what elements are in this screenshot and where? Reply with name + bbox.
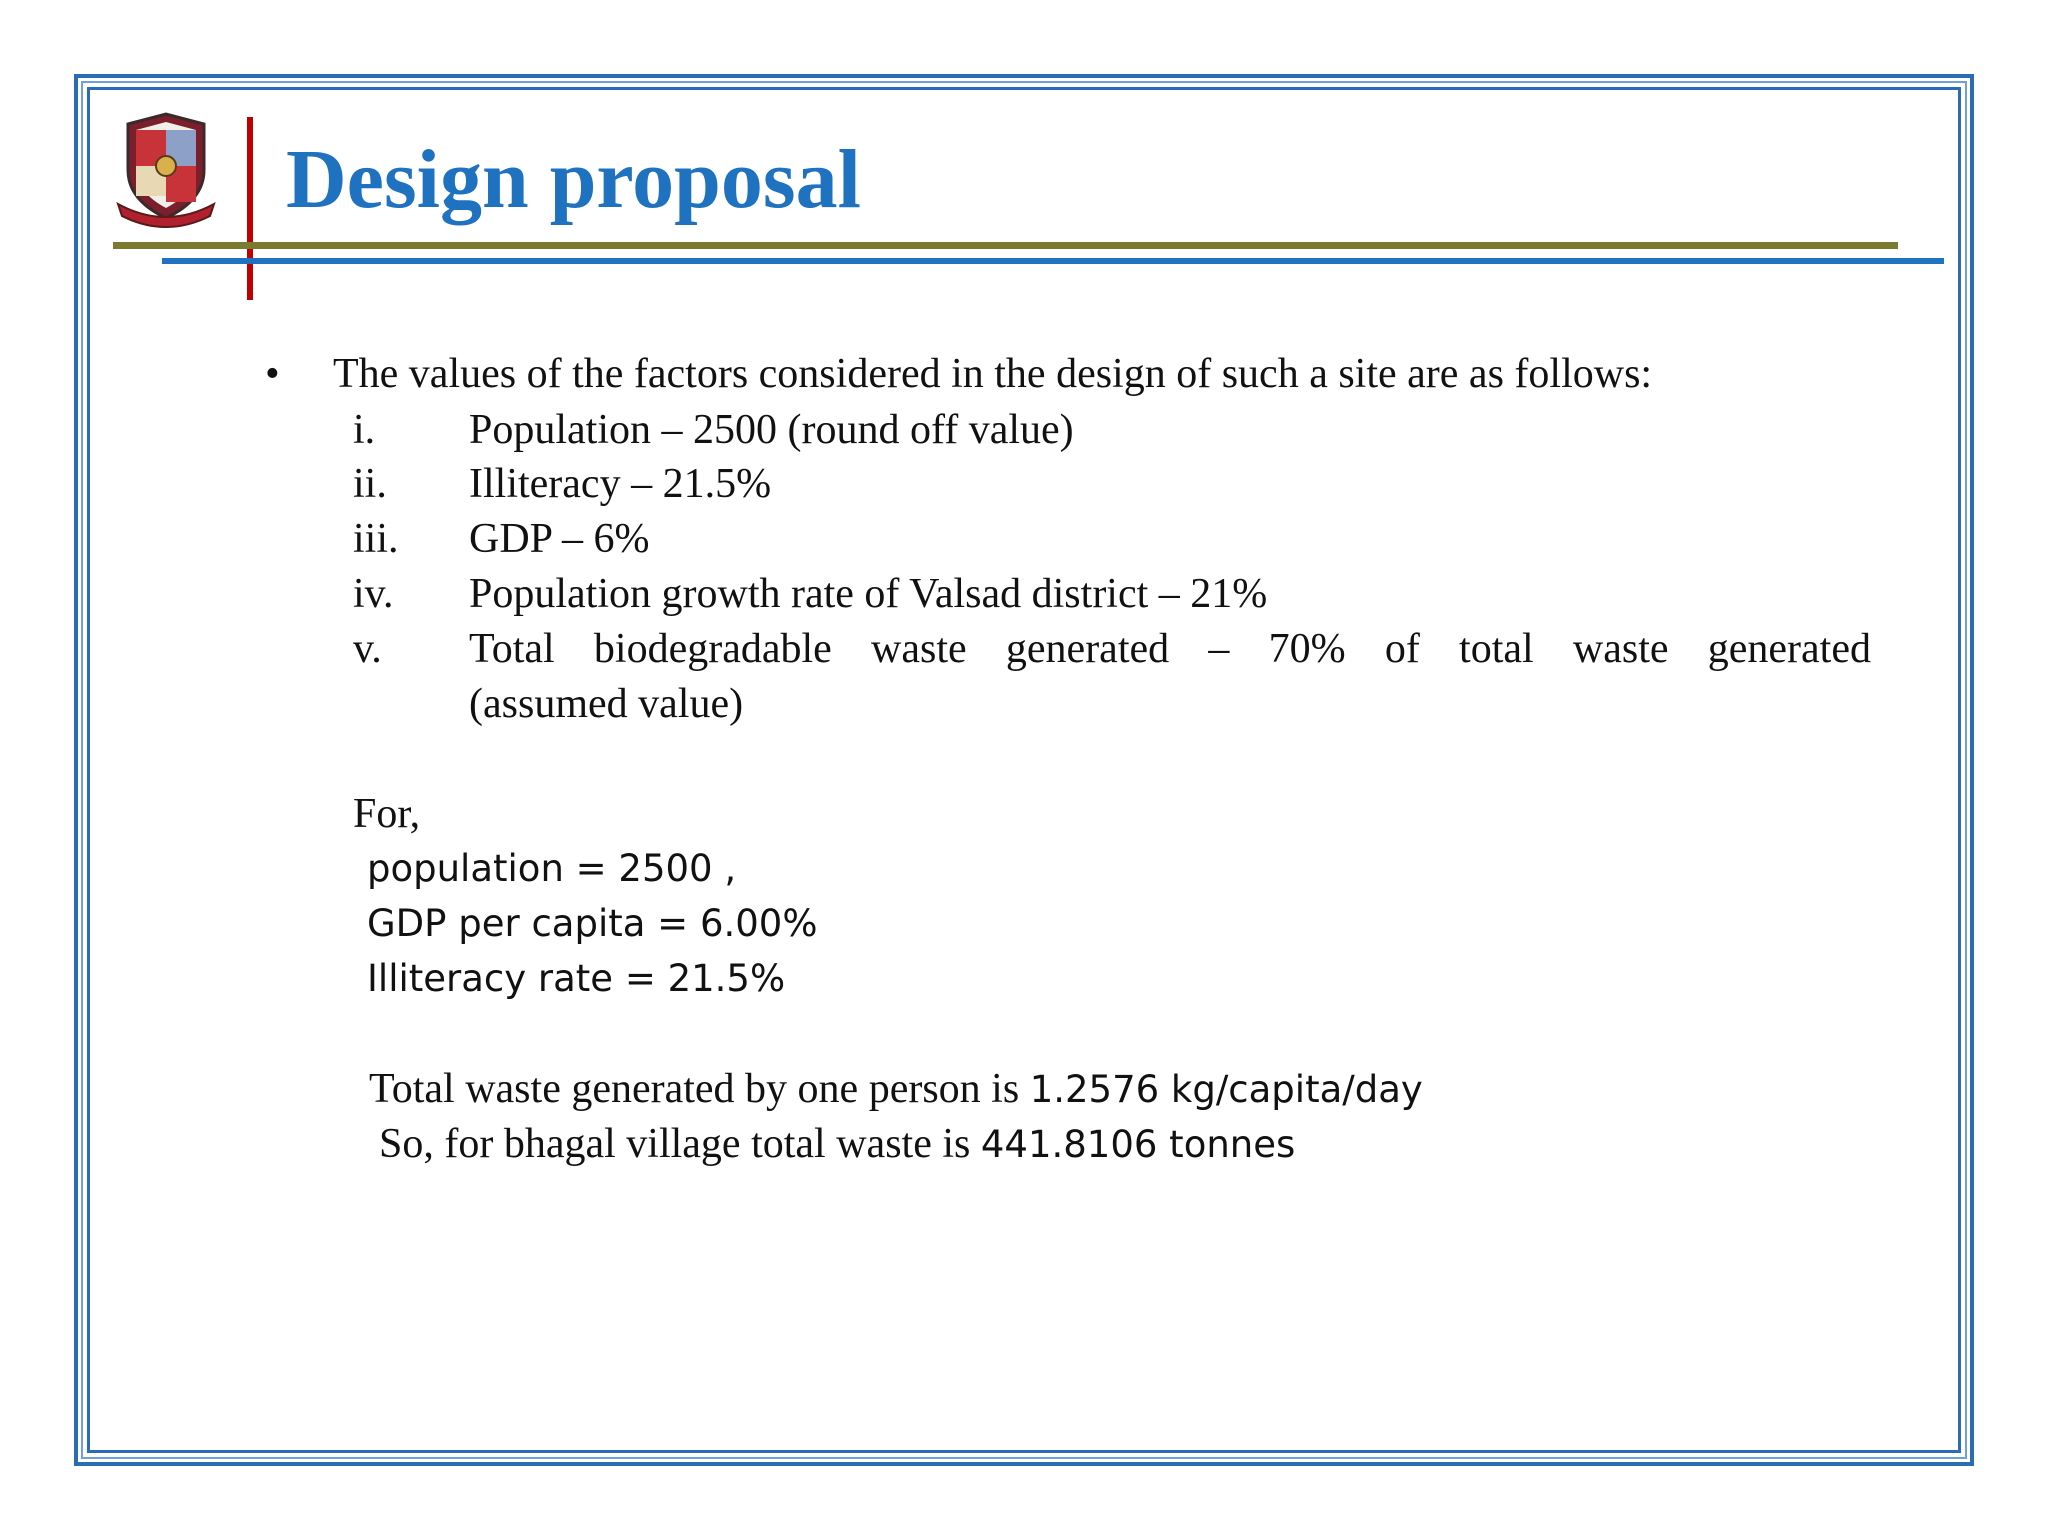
list-item-text: Population – 2500 (round off value) [469,407,1074,453]
for-label: For, [353,791,421,837]
param-population: population = 2500 , [367,847,737,890]
list-item-text: GDP – 6% [469,516,650,562]
slide-title: Design proposal [286,133,861,226]
list-item-continuation: (assumed value) [469,681,744,727]
list-item-number: iv. [353,571,394,617]
title-rule-olive [113,242,1898,249]
title-accent-bar [247,117,253,300]
param-gdp: GDP per capita = 6.00% [367,902,818,945]
result-per-capita-value: 1.2576 kg/capita/day [1029,1068,1423,1111]
result-per-capita [369,1062,1423,1117]
title-rule-blue [162,258,1944,264]
intro-text: The values of the factors considered in the design of such a site are as follows: [333,351,1653,397]
list-item-text: Illiteracy – 21.5% [469,461,772,507]
list-item-number: i. [353,407,376,453]
list-item-number: iii. [353,516,399,562]
list-item-text: Population growth rate of Valsad district – 21% [469,571,1268,617]
bullet-icon: • [265,351,280,397]
list-item-number: ii. [353,461,387,507]
university-crest-logo [116,108,216,228]
result-village-total-text: So, for bhagal village total waste is [379,1121,981,1167]
param-illiteracy: Illiteracy rate = 21.5% [367,957,786,1000]
result-village-total-value: 441.8106 tonnes [980,1123,1296,1166]
list-item-text: Total biodegradable waste generated – 70% of total waste generated [469,626,1871,672]
slide-border-inner [87,87,1961,1453]
result-village-total [379,1117,1295,1172]
result-per-capita-text: Total waste generated by one person is [369,1066,1030,1112]
list-item-number: v. [353,626,382,672]
